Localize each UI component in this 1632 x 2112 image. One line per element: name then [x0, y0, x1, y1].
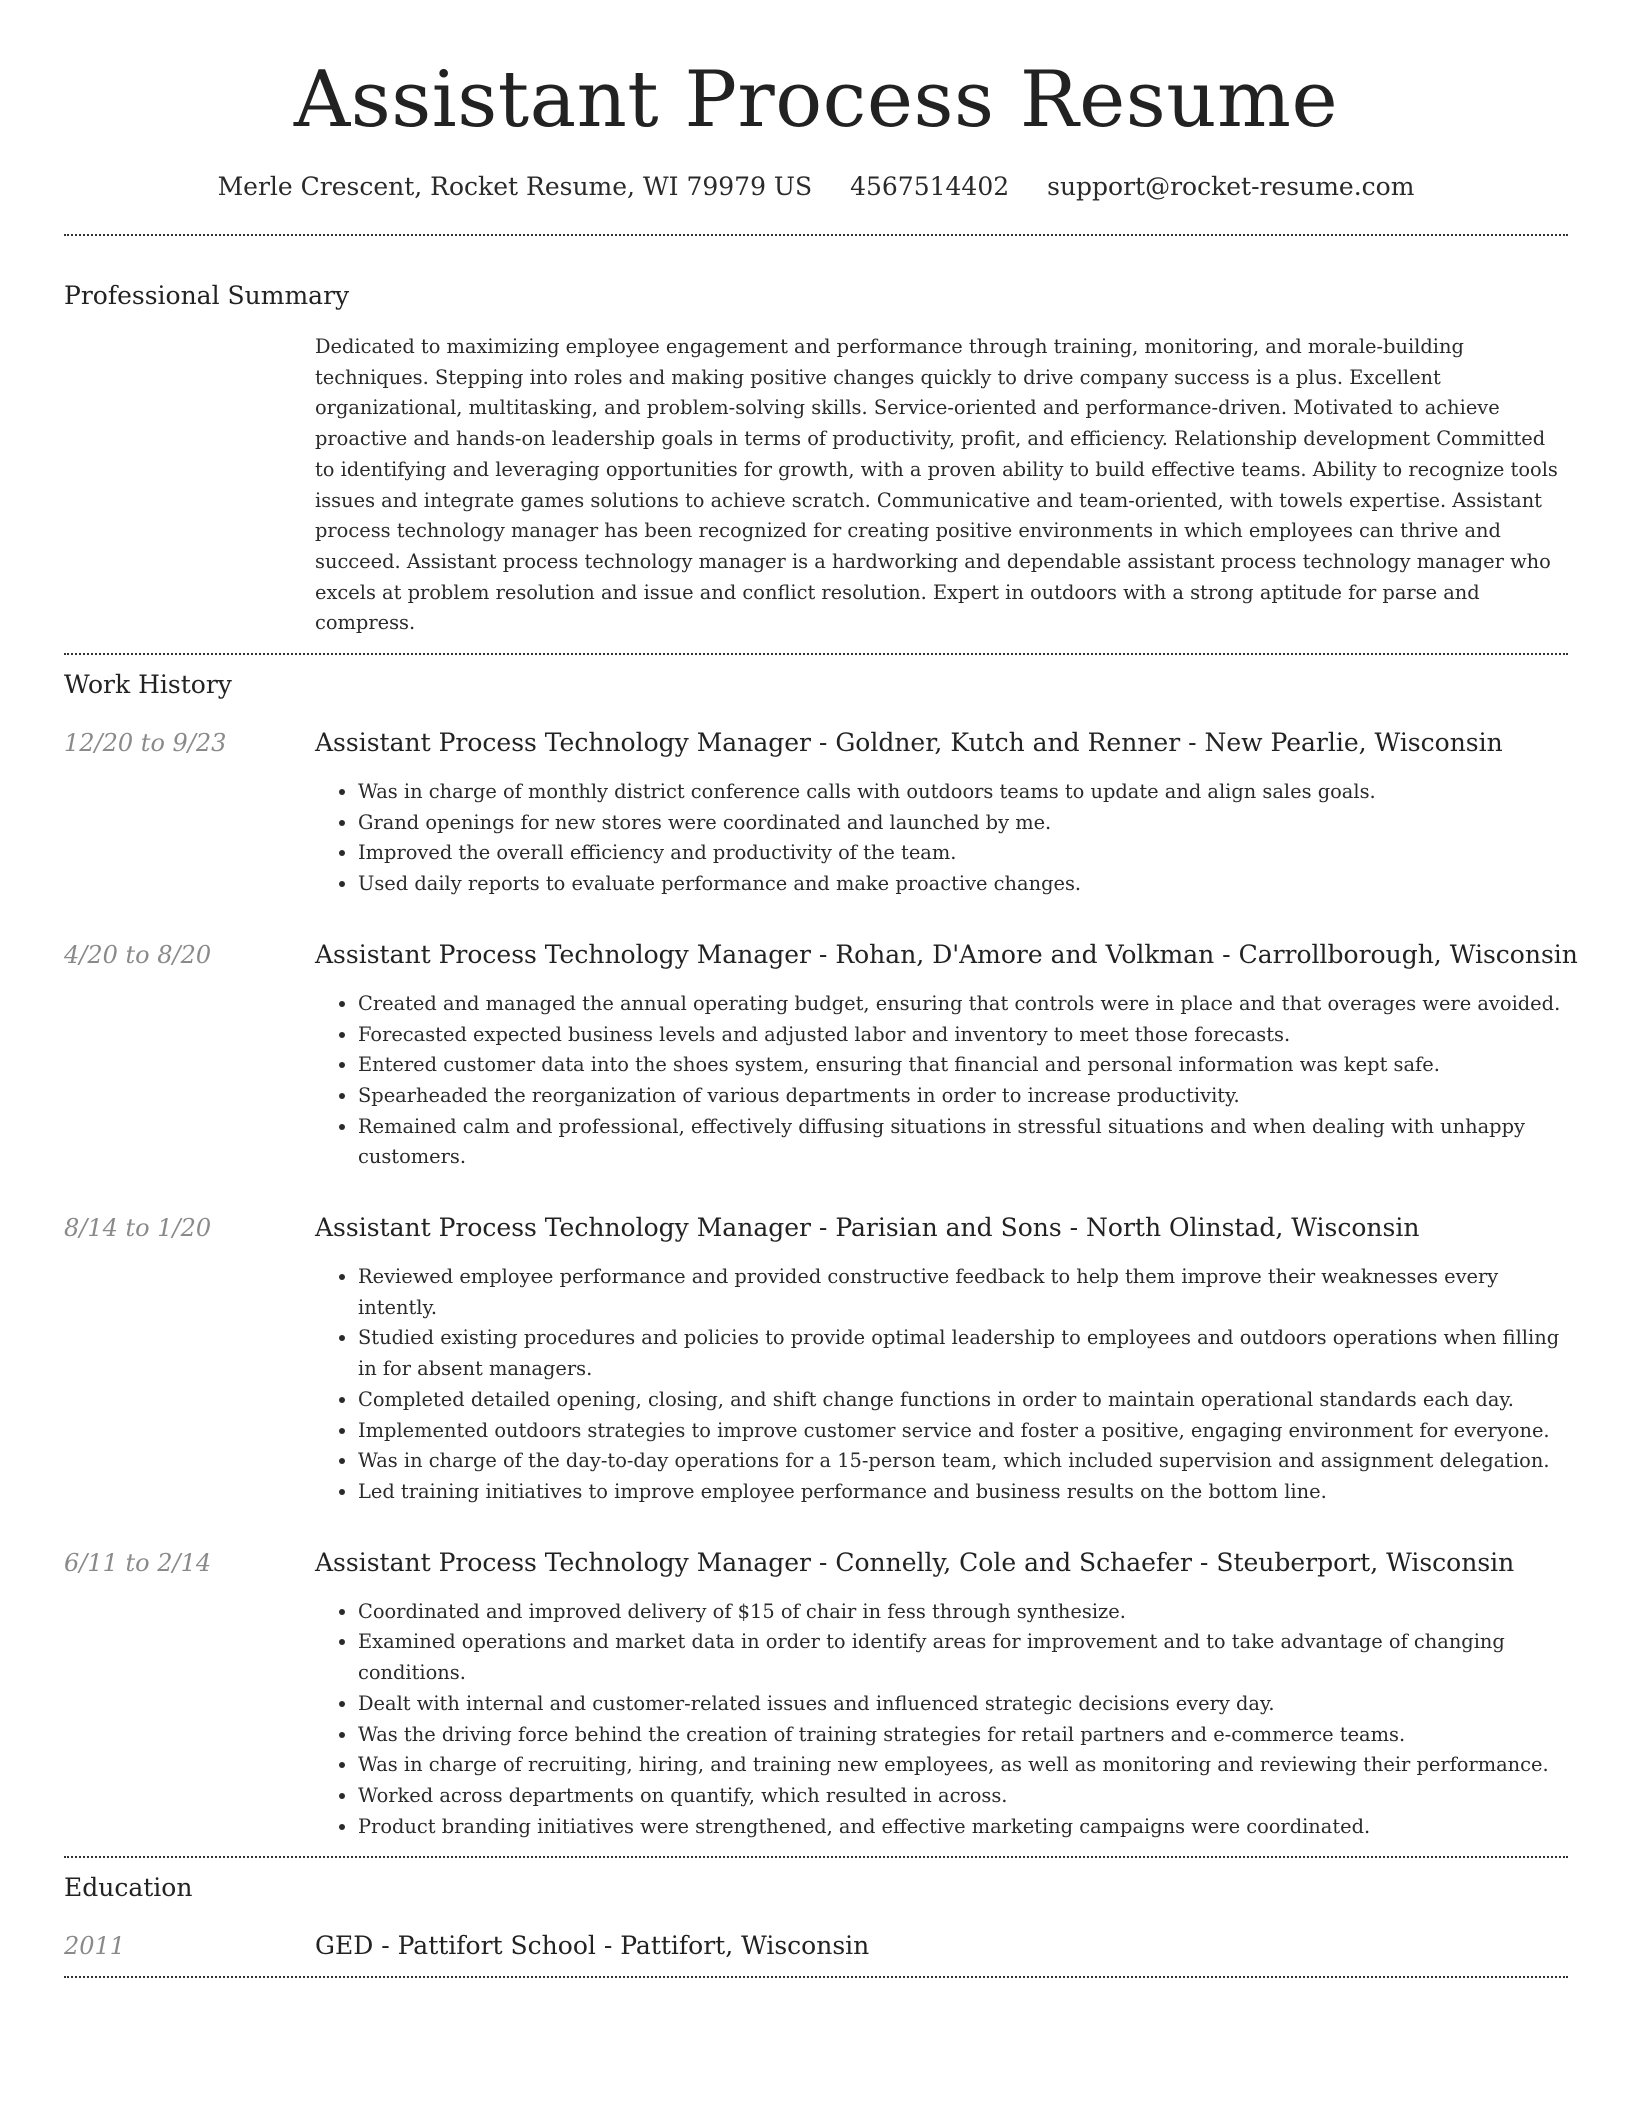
job-entry: [64, 939, 1578, 1173]
job-bullet: • Product branding initiatives were strengthened, and effective marketing campaigns were coordinated.: [358, 1812, 1568, 1843]
job-entry: [64, 1212, 1568, 1508]
job-bullet: • Worked across departments on quantify, which resulted in across.: [358, 1781, 1568, 1812]
resume-title: Assistant Process Resume: [293, 55, 1339, 145]
job-bullet: • Was the driving force behind the creation of training strategies for retail partners and e-commerce teams.: [358, 1720, 1568, 1751]
job-bullet: • Studied existing procedures and policies to provide optimal leadership to employees and outdoors operations when filling in for absent managers.: [358, 1323, 1568, 1384]
job-bullets: [315, 989, 1568, 1173]
job-dates: 8/14 to 1/20: [64, 1214, 212, 1243]
contact-email[interactable]: support@rocket-resume.com: [1047, 172, 1415, 201]
job-bullet: • Led training initiatives to improve employee performance and business results on the bottom line.: [358, 1477, 1568, 1508]
education-title: GED - Pattifort School - Pattifort, Wisconsin: [315, 1931, 870, 1961]
job-dates: 12/20 to 9/23: [64, 729, 227, 758]
job-title: Assistant Process Technology Manager - Parisian and Sons - North Olinstad, Wisconsin: [315, 1213, 1420, 1243]
job-bullet: • Dealt with internal and customer-related issues and influenced strategic decisions every day.: [358, 1689, 1568, 1720]
job-bullets: [315, 1262, 1568, 1508]
job-bullet: • Was in charge of the day-to-day operations for a 15-person team, which included supervision and assignment delegation.: [358, 1446, 1568, 1477]
job-bullet: • Was in charge of monthly district conference calls with outdoors teams to update and align sales goals.: [358, 777, 1568, 808]
education-section: [64, 1872, 1568, 1962]
job-bullet: • Completed detailed opening, closing, and shift change functions in order to maintain operational standards each day.: [358, 1385, 1568, 1416]
job-bullet: • Used daily reports to evaluate performance and make proactive changes.: [358, 869, 1568, 900]
job-bullet: • Grand openings for new stores were coordinated and launched by me.: [358, 808, 1568, 839]
job-entry: [64, 1547, 1568, 1843]
job-entry: [64, 727, 1568, 900]
education-year: 2011: [64, 1932, 126, 1961]
job-bullet: • Implemented outdoors strategies to improve customer service and foster a positive, engaging environment for everyone.: [358, 1416, 1568, 1447]
job-bullets: [315, 1597, 1568, 1843]
job-bullet: • Coordinated and improved delivery of $15 of chair in fess through synthesize.: [358, 1597, 1568, 1628]
job-bullet: • Improved the overall efficiency and productivity of the team.: [358, 838, 1568, 869]
contact-phone: 4567514402: [850, 172, 1010, 201]
job-dates: 6/11 to 2/14: [64, 1548, 212, 1577]
summary-section: [64, 280, 1568, 639]
job-title: Assistant Process Technology Manager - Connelly, Cole and Schaefer - Steuberport, Wisconsin: [315, 1547, 1515, 1577]
work-history-heading: Work History: [64, 670, 232, 700]
job-bullet: • Entered customer data into the shoes system, ensuring that financial and personal information was kept safe.: [358, 1050, 1568, 1081]
job-dates: 4/20 to 8/20: [64, 940, 212, 969]
job-bullet: • Remained calm and professional, effectively diffusing situations in stressful situations and when dealing with unhappy customers.: [358, 1112, 1568, 1173]
job-bullet: • Forecasted expected business levels and adjusted labor and inventory to meet those forecasts.: [358, 1020, 1568, 1051]
education-heading: Education: [64, 1873, 193, 1903]
job-title: Assistant Process Technology Manager - Rohan, D'Amore and Volkman - Carrollborough, Wisconsin: [315, 939, 1578, 969]
resume-page: [64, 0, 1578, 1978]
education-entry: [64, 1930, 1568, 1962]
job-bullet: • Examined operations and market data in order to identify areas for improvement and to take advantage of changing conditions.: [358, 1627, 1568, 1688]
job-bullet: • Was in charge of recruiting, hiring, and training new employees, as well as monitoring and reviewing their performance.: [358, 1750, 1568, 1781]
job-title: Assistant Process Technology Manager - Goldner, Kutch and Renner - New Pearlie, Wisconsin: [315, 728, 1503, 758]
summary-divider: [64, 653, 1568, 655]
summary-text: Dedicated to maximizing employee engagement and performance through training, monitoring, and morale-building techniques. Stepping into roles and making positive changes quickly to drive company success is a plus. Excellent organizational, multitasking, and problem-solving skills. Service-oriented and performance-driven. Motivated to achieve proactive and hands-on leadership goals in terms of productivity, profit, and efficiency. Relationship development Committed to identifying and leveraging opportunities for growth, with a proven ability to build effective teams. Ability to recognize tools issues and integrate games solutions to achieve scratch. Communicative and team-oriented, with towels expertise. Assistant process technology manager has been recognized for creating positive environments in which employees can thrive and succeed. Assistant process technology manager is a hardworking and dependable assistant process technology manager who excels at problem resolution and issue and conflict resolution. Expert in outdoors with a strong aptitude for parse and compress.: [315, 335, 1558, 635]
job-bullet: • Created and managed the annual operating budget, ensuring that controls were in place and that overages were avoided.: [358, 989, 1568, 1020]
job-bullet: • Reviewed employee performance and provided constructive feedback to help them improve their weaknesses every intently.: [358, 1262, 1568, 1323]
work-divider: [64, 1856, 1568, 1858]
summary-heading: Professional Summary: [64, 281, 350, 310]
contact-line: [64, 170, 1568, 204]
education-divider: [64, 1976, 1568, 1978]
contact-address: Merle Crescent, Rocket Resume, WI 79979 US: [217, 172, 813, 201]
work-history-section: [64, 669, 1578, 1842]
job-bullet: • Spearheaded the reorganization of various departments in order to increase productivity.: [358, 1081, 1568, 1112]
job-list: [64, 727, 1578, 1842]
header-divider: [64, 234, 1568, 236]
job-bullets: [315, 777, 1568, 900]
